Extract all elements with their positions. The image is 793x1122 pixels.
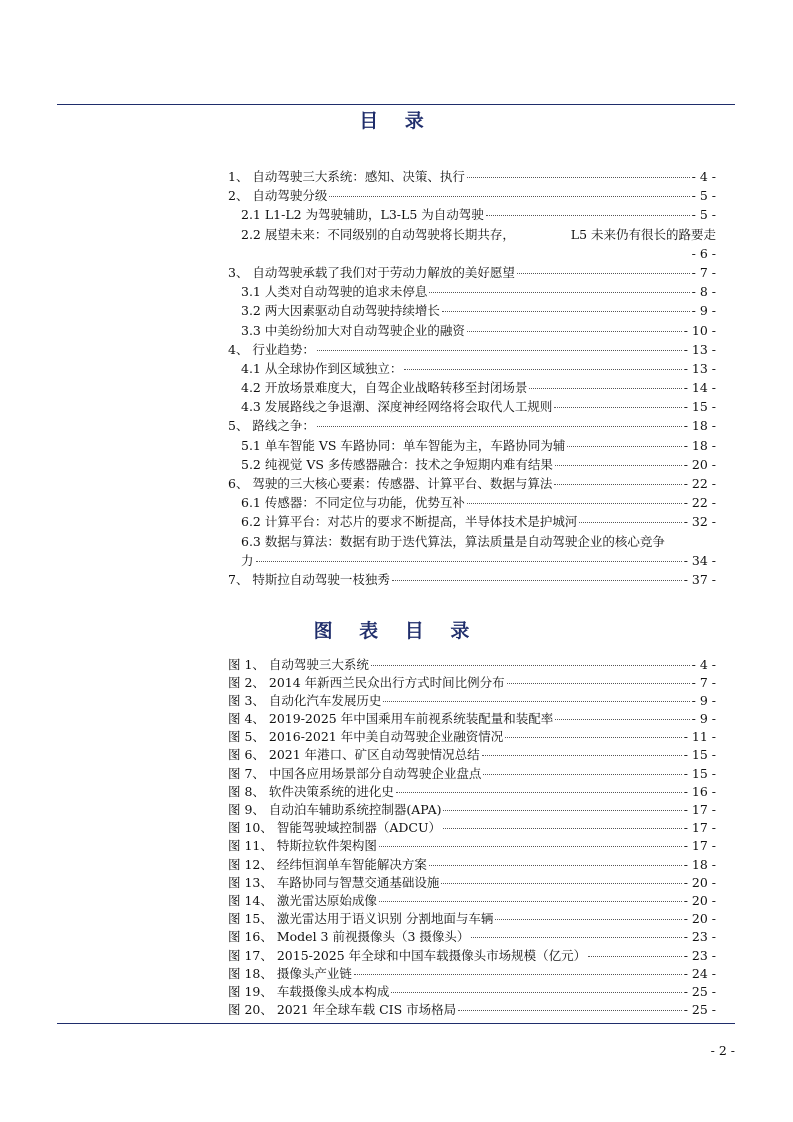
toc-entry-page: - 22 -	[683, 495, 716, 511]
figure-entry-page: - 17 -	[683, 838, 716, 854]
toc-entry-page: - 10 -	[683, 322, 716, 338]
toc-entry-page: - 14 -	[683, 380, 716, 396]
leader-dots	[467, 491, 682, 505]
toc-entry-text: 6、 驾驶的三大核心要素：传感器、计算平台、数据与算法	[228, 476, 553, 492]
figure-entry-text: 图 5、 2016-2021 年中美自动驾驶企业融资情况	[228, 729, 504, 745]
toc-entry-page: - 34 -	[683, 552, 716, 568]
figure-entry-page: - 15 -	[683, 765, 716, 781]
figure-entry-text: 图 7、 中国各应用场景部分自动驾驶企业盘点	[228, 765, 482, 781]
toc-entry-text: 6.2 计算平台：对芯片的要求不断提高，半导体技术是护城河	[241, 514, 578, 530]
leader-dots	[588, 943, 682, 957]
figure-entry-text: 图 2、 2014 年新西兰民众出行方式时间比例分布	[228, 674, 505, 690]
toc-entry-text: 7、 特斯拉自动驾驶一枝独秀	[228, 571, 390, 587]
toc-entry-text: 3.2 两大因素驱动自动驾驶持续增长	[241, 303, 440, 319]
figure-entry-page: - 15 -	[683, 747, 716, 763]
toc-entry-page: - 9 -	[691, 303, 716, 319]
toc-entry[interactable]	[228, 570, 716, 589]
figure-entry-page: - 16 -	[683, 783, 716, 799]
figure-entry-page: - 11 -	[683, 729, 716, 745]
leader-dots	[505, 725, 681, 739]
toc-entry-page: - 37 -	[683, 571, 716, 587]
toc-entry-page: - 6 -	[691, 245, 716, 261]
leader-dots	[396, 779, 682, 793]
leader-dots	[441, 870, 681, 884]
toc-entry-page: - 18 -	[683, 437, 716, 453]
leader-dots	[483, 761, 681, 775]
toc-entry-page: - 20 -	[683, 456, 716, 472]
toc-entry-page: - 5 -	[691, 207, 716, 223]
figure-entry[interactable]	[228, 1001, 716, 1019]
toc-entry-page: - 13 -	[683, 360, 716, 376]
leader-dots	[392, 567, 682, 581]
leader-dots	[517, 260, 690, 274]
toc-entry-page: - 4 -	[691, 169, 716, 184]
leader-dots	[486, 203, 690, 217]
toc-entry-text-cont: 力	[241, 552, 254, 568]
leader-dots	[443, 798, 681, 812]
toc-entry[interactable]	[228, 225, 716, 263]
toc-entry-page: - 15 -	[683, 399, 716, 415]
leader-dots	[404, 356, 681, 370]
figure-entry-page: - 7 -	[691, 674, 716, 690]
leader-dots	[567, 433, 681, 447]
figure-entry-page: - 25 -	[683, 983, 716, 999]
toc-entry-text: 4.2 开放场景难度大，自驾企业战略转移至封闭场景	[241, 380, 528, 396]
toc-entry-page: - 32 -	[683, 514, 716, 530]
figure-entry-text: 图 6、 2021 年港口、矿区自动驾驶情况总结	[228, 747, 480, 763]
leader-dots	[379, 834, 682, 848]
toc-entry-text: 2、 自动驾驶分级	[228, 188, 328, 204]
toc-entry-page: - 22 -	[683, 476, 716, 492]
toc-entry-text: 5.1 单车智能 VS 车路协同：单车智能为主，车路协同为辅	[241, 437, 566, 453]
leader-dots	[458, 998, 682, 1012]
toc-entry-text: 2.2 展望未来：不同级别的自动驾驶将长期共存，	[241, 226, 515, 242]
leader-dots	[442, 299, 690, 313]
footer-rule	[57, 1023, 735, 1024]
figure-entry-text: 图 12、 经纬恒润单车智能解决方案	[228, 856, 427, 872]
figure-entry-text: 图 10、 智能驾驶域控制器（ADCU）	[228, 820, 442, 836]
figure-entry-text: 图 4、 2019-2025 年中国乘用车前视系统装配量和装配率	[228, 711, 554, 727]
leader-dots	[554, 472, 681, 486]
leader-dots	[579, 510, 681, 524]
toc-entry[interactable]	[228, 532, 716, 570]
leader-dots	[371, 652, 690, 666]
figure-entry-text: 图 19、 车载摄像头成本构成	[228, 983, 390, 999]
figure-entry-text: 图 16、 Model 3 前视摄像头（3 摄像头）	[228, 929, 470, 945]
figure-entry-text: 图 8、 软件决策系统的进化史	[228, 783, 394, 799]
toc-entry-text: 2.1 L1-L2 为驾驶辅助，L3-L5 为自动驾驶	[241, 207, 484, 223]
toc-title: 目 录	[359, 110, 434, 132]
leader-dots	[429, 852, 682, 866]
leader-dots	[554, 395, 681, 409]
figure-entry-text: 图 18、 摄像头产业链	[228, 965, 352, 981]
toc-entry-text: 6.1 传感器：不同定位与功能，优势互补	[241, 495, 465, 511]
figure-entry-text: 图 9、 自动泊车辅助系统控制器(APA)	[228, 802, 442, 817]
leader-dots	[467, 165, 690, 179]
toc-entry-text: 1、 自动驾驶三大系统：感知、决策、执行	[228, 169, 465, 184]
leader-dots	[383, 688, 689, 702]
figure-entry-page: - 25 -	[683, 1002, 716, 1018]
leader-dots	[379, 888, 682, 902]
figure-entry-text: 图 15、 激光雷达用于语义识别 分割地面与车辆	[228, 911, 494, 927]
figure-entry-page: - 4 -	[691, 656, 716, 672]
leader-dots	[256, 548, 682, 562]
toc-entry-page: - 5 -	[691, 188, 716, 204]
figure-entry-text: 图 1、 自动驾驶三大系统	[228, 656, 369, 672]
leader-dots	[317, 414, 682, 428]
toc-entry-text: 3、 自动驾驶承载了我们对于劳动力解放的美好愿望	[228, 264, 515, 280]
figure-entry-page: - 17 -	[683, 820, 716, 836]
figure-entry-page: - 9 -	[691, 692, 716, 708]
toc-entry-page: - 13 -	[683, 341, 716, 357]
leader-dots	[555, 452, 682, 466]
toc-entry-text: 4、 行业趋势：	[228, 341, 315, 357]
toc-entry-text: 3.1 人类对自动驾驶的追求未停息	[241, 284, 428, 300]
figure-entry-text: 图 13、 车路协同与智慧交通基础设施	[228, 874, 440, 890]
leader-dots	[507, 670, 690, 684]
leader-dots	[482, 743, 682, 757]
header-rule	[57, 104, 735, 105]
figure-entry-page: - 9 -	[691, 711, 716, 727]
figure-entry-text: 图 20、 2021 年全球车载 CIS 市场格局	[228, 1002, 457, 1018]
toc-entry-text: 4.1 从全球协作到区域独立：	[241, 360, 403, 376]
toc-entry[interactable]	[228, 512, 716, 531]
figure-entry-page: - 18 -	[683, 856, 716, 872]
leader-dots	[391, 979, 681, 993]
figure-entry-text: 图 3、 自动化汽车发展历史	[228, 692, 382, 708]
toc-entry-text: 4.3 发展路线之争退潮、深度神经网络将会取代人工规则	[241, 399, 553, 415]
leader-dots	[555, 707, 689, 721]
figure-list-title: 图 表 目 录	[313, 620, 480, 642]
leader-dots	[317, 337, 682, 351]
leader-dots	[429, 280, 689, 294]
figure-entry-page: - 24 -	[683, 965, 716, 981]
figure-entry-page: - 20 -	[683, 874, 716, 890]
toc-entry-text-cont: L5 未来仍有很长的路要走	[570, 226, 716, 242]
toc-entry-text: 6.3 数据与算法：数据有助于迭代算法，算法质量是自动驾驶企业的核心竞争	[241, 533, 665, 549]
leader-dots	[529, 376, 681, 390]
figure-entry-page: - 23 -	[683, 929, 716, 945]
figure-entry-text: 图 11、 特斯拉软件架构图	[228, 838, 377, 854]
table-of-contents	[228, 167, 716, 589]
leader-dots	[354, 961, 682, 975]
toc-entry-page: - 8 -	[691, 284, 716, 300]
figure-entry-page: - 17 -	[683, 802, 716, 817]
figure-entry-text: 图 14、 激光雷达原始成像	[228, 892, 377, 908]
figure-entry-text: 图 17、 2015-2025 年全球和中国车载摄像头市场规模（亿元）	[228, 947, 587, 963]
figure-entry-page: - 23 -	[683, 947, 716, 963]
toc-entry[interactable]	[228, 205, 716, 224]
leader-dots	[471, 925, 681, 939]
leader-dots	[467, 318, 682, 332]
toc-entry-text: 3.3 中美纷纷加大对自动驾驶企业的融资	[241, 322, 465, 338]
figure-entry-page: - 20 -	[683, 911, 716, 927]
toc-entry-page: - 18 -	[683, 418, 716, 434]
toc-entry-text: 5.2 纯视觉 VS 多传感器融合：技术之争短期内难有结果	[241, 456, 553, 472]
toc-entry-text: 5、 路线之争：	[228, 418, 315, 434]
leader-dots	[495, 907, 681, 921]
leader-dots	[329, 184, 689, 198]
figure-entry-page: - 20 -	[683, 892, 716, 908]
page-number: - 2 -	[710, 1043, 735, 1058]
toc-entry-page: - 7 -	[691, 264, 716, 280]
leader-dots	[443, 816, 682, 830]
figure-list	[228, 655, 716, 1019]
